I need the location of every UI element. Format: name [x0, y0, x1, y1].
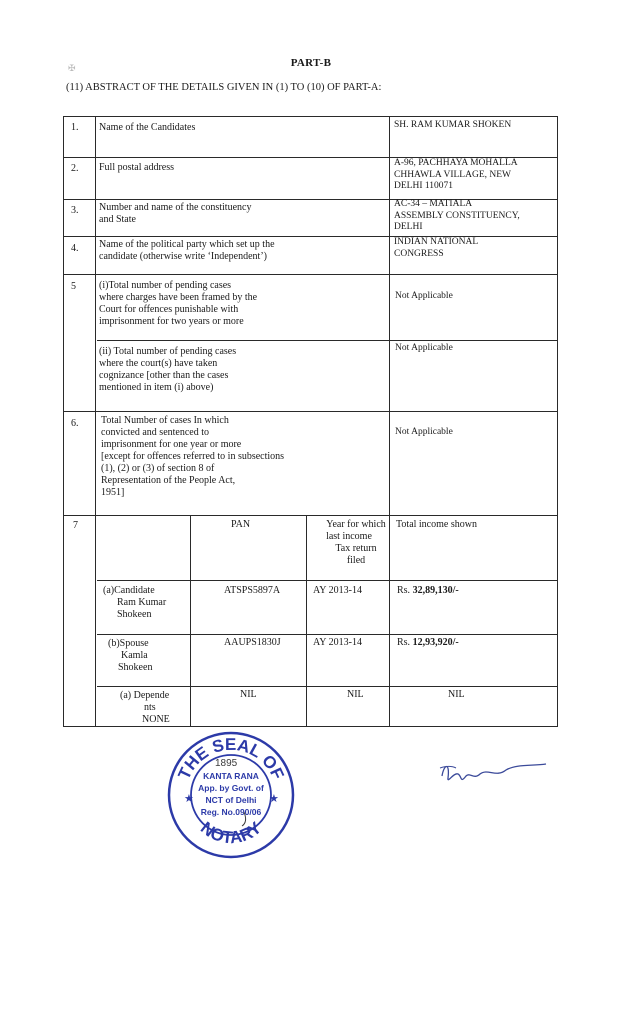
value-line: DELHI	[394, 222, 423, 232]
label-line: Name of the political party which set up the	[99, 239, 275, 250]
label-line: candidate (otherwise write ‘Independent’)	[99, 251, 267, 262]
candidate-income	[397, 585, 459, 597]
header-line: last income	[326, 531, 372, 542]
seal-top-text: THE SEAL OF	[174, 734, 288, 783]
row-number: 3.	[71, 205, 79, 216]
row-number: 4.	[71, 243, 79, 254]
notary-seal	[166, 730, 296, 860]
seal-bottom-text: NOTARY	[196, 818, 266, 848]
scan-smudge: ✠	[68, 63, 76, 73]
abstract-heading: (11) ABSTRACT OF THE DETAILS GIVEN IN (1) TO (10) OF PART-A:	[66, 82, 382, 93]
label-line: Number and name of the constituency	[99, 202, 252, 213]
header-line: filed	[346, 555, 366, 566]
party-label	[99, 239, 275, 263]
part-title: PART-B	[290, 57, 332, 69]
dependents-year: NIL	[347, 689, 364, 700]
star-icon: ★	[184, 793, 194, 805]
address-line: A-96, PACHHAYA MOHALLA	[394, 158, 518, 168]
star-icon: ★	[269, 793, 279, 805]
cognizance-cases-value: Not Applicable	[395, 343, 453, 353]
seal-line: App. by Govt. of	[198, 783, 264, 793]
dependents-pan: NIL	[240, 689, 257, 700]
currency-prefix: Rs.	[397, 585, 413, 596]
seal-line: Reg. No.090/06	[200, 807, 262, 817]
income-amount: 12,93,920/-	[412, 637, 459, 648]
label-line: and State	[99, 214, 136, 225]
income-amount: 32,89,130/-	[412, 585, 459, 596]
label-line: Court for offences punishable with	[99, 304, 239, 315]
dependents-label	[120, 690, 170, 726]
label-line: Representation of the People Act,	[101, 475, 236, 486]
spouse-year: AY 2013-14	[313, 637, 362, 648]
pending-cases-label	[99, 280, 257, 328]
value-line: INDIAN NATIONAL	[394, 237, 479, 247]
spouse-income	[397, 637, 459, 649]
label-line: cognizance [other than the cases	[99, 370, 229, 381]
postal-address-label: Full postal address	[99, 162, 174, 173]
postal-address-value	[394, 158, 518, 193]
label-line: convicted and sentenced to	[101, 427, 210, 438]
label-line: where charges have been framed by the	[99, 292, 258, 303]
currency-prefix: Rs.	[397, 637, 413, 648]
label-line: mentioned in item (i) above)	[99, 382, 214, 393]
constituency-label	[99, 202, 251, 226]
row-number: 1.	[71, 122, 79, 133]
pending-cases-value: Not Applicable	[395, 291, 453, 301]
label-line: Total Number of cases In which	[101, 415, 229, 426]
spouse-pan: AAUPS1830J	[224, 637, 281, 648]
seal-line: KANTA RANA	[203, 771, 259, 781]
row-number: 2.	[71, 163, 79, 174]
label-line: Ram Kumar	[117, 597, 167, 608]
label-line: (ii) Total number of pending cases	[99, 346, 237, 357]
convicted-cases-value: Not Applicable	[395, 427, 453, 437]
label-line: [except for offences referred to in subsections	[101, 451, 285, 462]
label-line: (a)Candidate	[103, 585, 155, 596]
candidate-income-label	[103, 585, 166, 621]
label-line: Shokeen	[118, 662, 153, 673]
label-line: nts	[144, 702, 156, 713]
spouse-income-label	[108, 638, 152, 674]
candidate-pan: ATSPS5897A	[224, 585, 281, 596]
label-line: (1), (2) or (3) of section 8 of	[101, 463, 215, 474]
label-line: (b)Spouse	[108, 638, 149, 649]
value-line: ASSEMBLY CONSTITUENCY,	[394, 210, 520, 221]
candidate-name-label: Name of the Candidates	[99, 122, 196, 133]
row-number: 6.	[71, 418, 79, 429]
label-line: imprisonment for two years or more	[99, 316, 244, 327]
label-line: (a) Depende	[120, 690, 170, 701]
value-line: AC-34 – MATIALA	[394, 199, 473, 209]
party-value	[394, 237, 478, 260]
row-number: 5	[71, 281, 76, 292]
candidate-year: AY 2013-14	[313, 585, 362, 596]
header-line: Tax return	[335, 543, 377, 554]
row-number: 7	[73, 520, 78, 531]
cognizance-cases-label	[99, 346, 236, 394]
label-line: Kamla	[121, 650, 148, 661]
address-line: CHHAWLA VILLAGE, NEW	[394, 169, 512, 180]
constituency-value	[394, 199, 520, 234]
label-line: 1951]	[101, 487, 125, 498]
seal-line: NCT of Delhi	[205, 795, 257, 805]
pan-header: PAN	[231, 519, 251, 530]
address-line: DELHI 110071	[394, 181, 454, 191]
seal-handwritten-number: 1895	[215, 758, 238, 769]
convicted-cases-label	[101, 415, 284, 499]
signature	[436, 754, 550, 790]
label-line: Shokeen	[117, 609, 152, 620]
dependents-income: NIL	[448, 689, 465, 700]
label-line: NONE	[142, 714, 170, 725]
value-line: CONGRESS	[394, 248, 444, 259]
label-line: where the court(s) have taken	[99, 358, 218, 369]
candidate-name-value: SH. RAM KUMAR SHOKEN	[394, 120, 512, 130]
header-line: Year for which	[326, 519, 386, 530]
label-line: (i)Total number of pending cases	[99, 280, 232, 291]
label-line: imprisonment for one year or more	[101, 439, 242, 450]
year-header	[310, 519, 402, 567]
income-header: Total income shown	[396, 519, 477, 530]
